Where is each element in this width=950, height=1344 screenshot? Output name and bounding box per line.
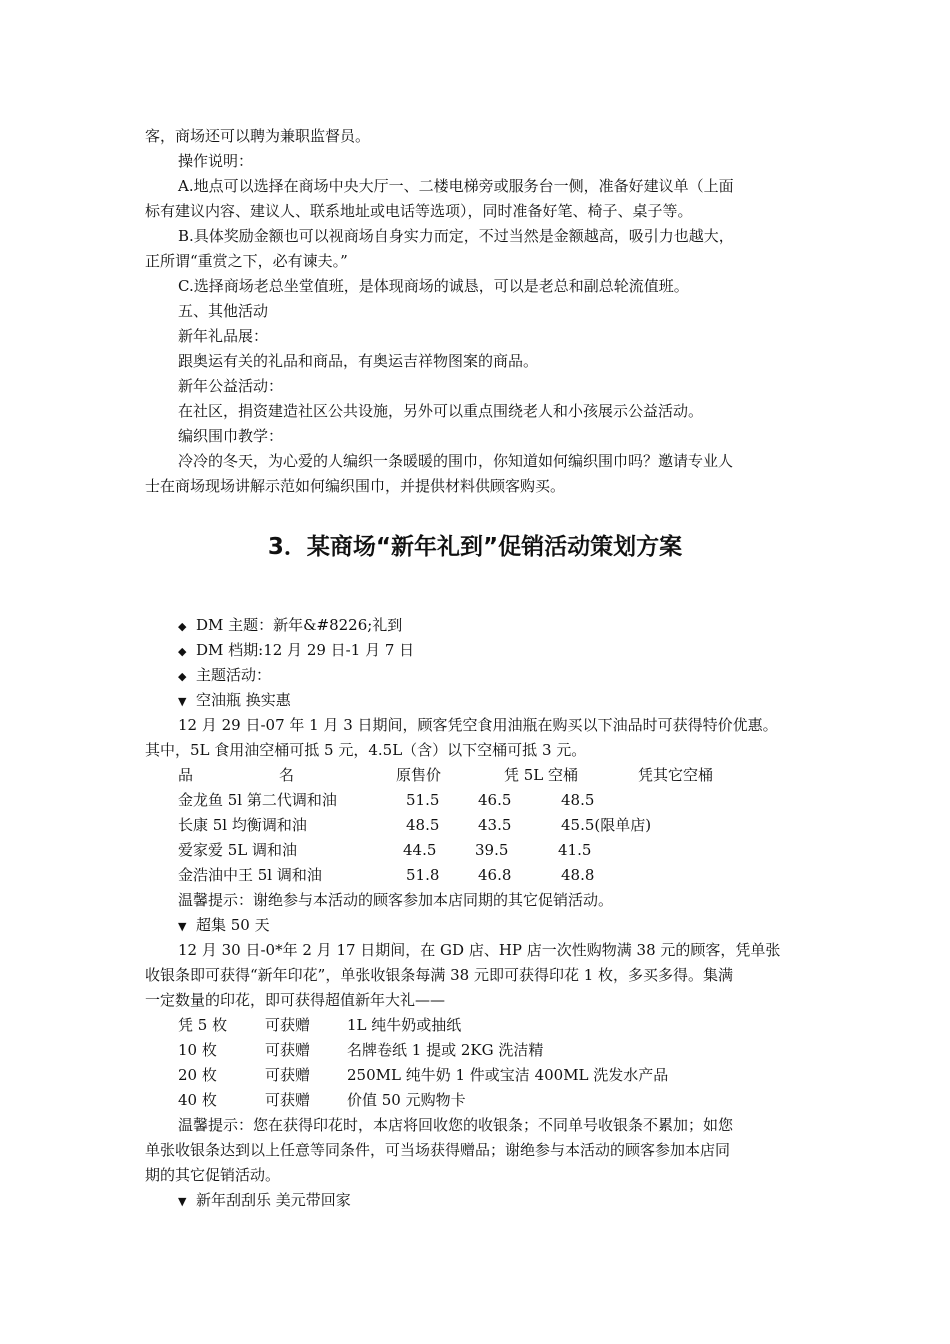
header-cell: 凭其它空桶 [638, 766, 714, 784]
subheading: 新年公益活动： [178, 377, 284, 395]
gift-label: 可获赠 [265, 1066, 311, 1084]
tip-text: 温馨提示：谢绝参与本活动的顾客参加本店同期的其它促销活动。 [178, 891, 614, 909]
price-cell: 44.5 [403, 841, 437, 859]
price-cell: 51.5 [406, 791, 440, 809]
price-cell: 41.5 [558, 841, 592, 859]
bullet-item [178, 615, 402, 637]
price-cell: 46.8 [478, 866, 512, 884]
gift-desc: 250ML 纯牛奶 1 件或宝洁 400ML 洗发水产品 [347, 1066, 669, 1084]
diamond-bullet-icon: ◆ [178, 620, 187, 633]
diamond-bullet-icon: ◆ [178, 670, 187, 683]
bullet-item [178, 1190, 351, 1212]
bullet-item [178, 690, 291, 712]
stamp-count: 10 枚 [178, 1041, 217, 1059]
triangle-bullet-icon: ▼ [178, 1195, 187, 1208]
paragraph-line: 标有建议内容、建议人、联系地址或电话等选项），同时准备好笔、椅子、桌子等。 [145, 202, 693, 220]
price-cell: 39.5 [475, 841, 509, 859]
product-name: 金浩油中王 5l 调和油 [178, 866, 322, 884]
bullet-item [178, 665, 271, 687]
price-cell: 51.8 [406, 866, 440, 884]
gift-label: 可获赠 [265, 1091, 311, 1109]
product-name: 金龙鱼 5l 第二代调和油 [178, 791, 337, 809]
section-heading: 五、其他活动 [178, 302, 269, 320]
tip-text: 温馨提示：您在获得印花时，本店将回收您的收银条；不同单号收银条不累加；如您 [178, 1116, 734, 1134]
section-title: 3．某商场“新年礼到”促销活动策划方案 [267, 534, 683, 560]
paragraph-line: 其中，5L 食用油空桶可抵 5 元，4.5L（含）以下空桶可抵 3 元。 [145, 741, 587, 759]
paragraph-line: 冷冷的冬天，为心爱的人编织一条暖暖的围巾，你知道如何编织围巾吗？邀请专业人 [178, 452, 734, 470]
subheading: 编织围巾教学： [178, 427, 284, 445]
bullet-text: DM 主题：新年&#8226;礼到 [196, 616, 403, 634]
gift-desc: 价值 50 元购物卡 [347, 1091, 466, 1109]
bullet-item [178, 915, 270, 937]
price-cell: 45.5(限单店) [561, 816, 652, 834]
bullet-text: 空油瓶 换实惠 [196, 691, 291, 709]
price-cell: 48.5 [406, 816, 440, 834]
tip-text: 期的其它促销活动。 [145, 1166, 281, 1184]
paragraph-line: 士在商场现场讲解示范如何编织围巾，并提供材料供顾客购买。 [145, 477, 566, 495]
paragraph-line: 12 月 29 日-07 年 1 月 3 日期间，顾客凭空食用油瓶在购买以下油品时可获得特价优惠。 [178, 716, 778, 734]
subheading: 新年礼品展： [178, 327, 269, 345]
gift-desc: 1L 纯牛奶或抽纸 [347, 1016, 462, 1034]
diamond-bullet-icon: ◆ [178, 645, 187, 658]
paragraph-line: 正所谓“重赏之下，必有谏夫。” [145, 252, 348, 270]
paragraph-line: C.选择商场老总坐堂值班，是体现商场的诚恳，可以是老总和副总轮流值班。 [178, 277, 689, 295]
paragraph-line: 收银条即可获得“新年印花”，单张收银条每满 38 元即可获得印花 1 枚，多买多得。集满 [145, 966, 734, 984]
stamp-count: 40 枚 [178, 1091, 217, 1109]
price-cell: 46.5 [478, 791, 512, 809]
gift-desc: 名牌卷纸 1 提或 2KG 洗洁精 [347, 1041, 544, 1059]
header-cell: 品 [178, 766, 194, 784]
price-cell: 43.5 [478, 816, 512, 834]
header-cell: 原售价 [396, 766, 442, 784]
product-name: 长康 5l 均衡调和油 [178, 816, 307, 834]
triangle-bullet-icon: ▼ [178, 920, 187, 933]
bullet-text: 超集 50 天 [196, 916, 270, 934]
bullet-text: DM 档期:12 月 29 日-1 月 7 日 [196, 641, 415, 659]
paragraph-line: B.具体奖励金额也可以视商场自身实力而定，不过当然是金额越高，吸引力也越大， [178, 227, 734, 245]
paragraph-line: 一定数量的印花，即可获得超值新年大礼—— [145, 991, 446, 1009]
gift-label: 可获赠 [265, 1016, 311, 1034]
stamp-count: 20 枚 [178, 1066, 217, 1084]
header-cell: 凭 5L 空桶 [504, 766, 579, 784]
label-operation: 操作说明： [178, 152, 254, 170]
bullet-text: 新年刮刮乐 美元带回家 [196, 1191, 351, 1209]
tip-text: 单张收银条达到以上任意等同条件，可当场获得赠品；谢绝参与本活动的顾客参加本店同 [145, 1141, 731, 1159]
paragraph-line: 在社区，捐资建造社区公共设施，另外可以重点围绕老人和小孩展示公益活动。 [178, 402, 704, 420]
gift-label: 可获赠 [265, 1041, 311, 1059]
paragraph-line: 跟奥运有关的礼品和商品，有奥运吉祥物图案的商品。 [178, 352, 539, 370]
paragraph-line: A.地点可以选择在商场中央大厅一、二楼电梯旁或服务台一侧，准备好建议单（上面 [178, 177, 734, 195]
price-cell: 48.5 [561, 791, 595, 809]
product-name: 爱家爱 5L 调和油 [178, 841, 298, 859]
price-cell: 48.8 [561, 866, 595, 884]
bullet-item [178, 640, 414, 662]
bullet-text: 主题活动： [196, 666, 272, 684]
paragraph-line: 客，商场还可以聘为兼职监督员。 [145, 127, 371, 145]
header-cell: 名 [279, 766, 295, 784]
paragraph-line: 12 月 30 日-0*年 2 月 17 日期间，在 GD 店、HP 店一次性购物满 38 元的顾客，凭单张 [178, 941, 781, 959]
stamp-count: 凭 5 枚 [178, 1016, 228, 1034]
triangle-bullet-icon: ▼ [178, 695, 187, 708]
